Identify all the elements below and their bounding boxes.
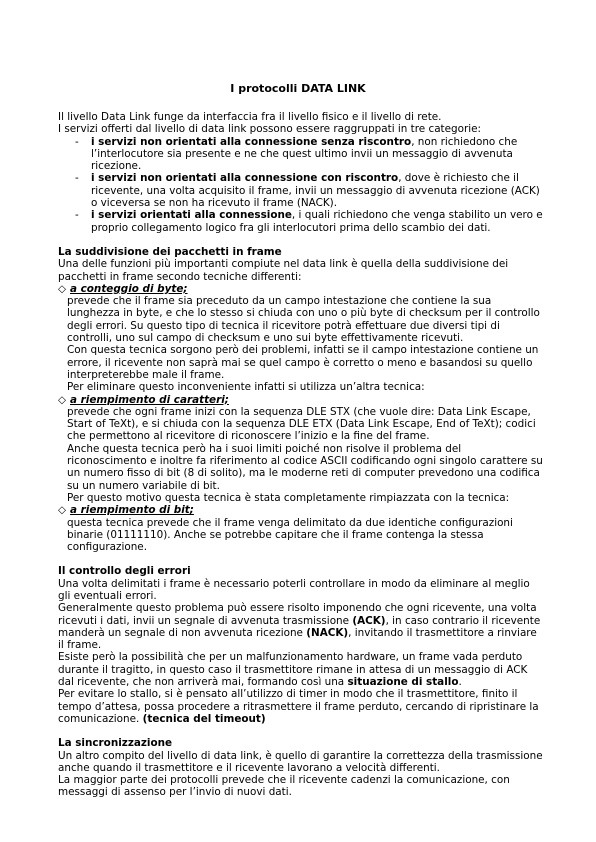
- document-body: [58, 111, 543, 799]
- technique-label: a riempimento di bit;: [70, 504, 194, 517]
- section-paragraph: [58, 688, 543, 725]
- technique-body: [58, 295, 543, 393]
- list-item-term: i servizi non orientati alla connessione con riscontro: [91, 172, 399, 185]
- text-run: , invitando il trasmettitore a rinviare il frame.: [58, 626, 537, 652]
- technique-label: a riempimento di caratteri;: [70, 393, 229, 406]
- section-paragraph: prevede che ogni frame inizi con la sequenza DLE STX (che vuole dire: Data Link Escape, Start of TeXt), e si chiuda con la sequenza DLE ETX (Data Link Escape, End of TeXt); codici che permettono al ricevitore di riconoscere l’inizio e la fine del frame.: [67, 405, 536, 443]
- stall-term: situazione di stallo: [347, 676, 459, 689]
- nack-term: (NACK): [306, 626, 349, 639]
- section-paragraph: Una volta delimitati i frame è necessario poterli controllare in modo da eliminare al meglio gli eventuali errori.: [58, 577, 530, 602]
- diamond-bullet-icon: ◇: [58, 282, 66, 295]
- technique-body: [58, 517, 543, 554]
- service-category-list: [58, 136, 543, 234]
- section-heading: La suddivisione dei pacchetti in frame: [58, 245, 282, 258]
- dash-bullet: -: [75, 135, 79, 148]
- text-run: Generalmente questo problema può essere risolto imponendo che ogni ricevente, una volta ricevuti i dati, invii un segnale di avvenuta trasmissione: [58, 602, 537, 627]
- timeout-term: (tecnica del timeout): [142, 712, 266, 725]
- dash-bullet: -: [75, 172, 79, 185]
- list-item: [58, 136, 543, 173]
- technique-heading: [58, 283, 543, 295]
- text-run: , in caso contrario il ricevente manderà un segnale di non avvenuta ricezione: [58, 614, 541, 639]
- text-run: .: [458, 676, 462, 689]
- section-paragraph: Per questo motivo questa tecnica è stata completamente rimpiazzata con la tecnica:: [67, 491, 510, 504]
- ack-term: (ACK): [352, 614, 386, 627]
- technique-body: [58, 406, 543, 504]
- text-run: Esiste però la possibilità che per un malfunzionamento hardware, un frame vada perduto durante il tragitto, in questo caso il trasmettitore rimane in attesa di un messaggio di ACK dal ricevente, che non arriverà mai, formando così una: [58, 651, 528, 689]
- diamond-bullet-icon: ◇: [58, 504, 66, 517]
- page-title: I protocolli DATA LINK: [230, 82, 366, 95]
- dash-bullet: -: [75, 209, 79, 222]
- section-paragraph: [58, 651, 543, 688]
- section-heading: La sincronizzazione: [58, 737, 173, 750]
- intro-paragraph: I servizi offerti dal livello di data link possono essere raggruppati in tre categorie:: [58, 123, 482, 136]
- section-paragraph: La maggior parte dei protocolli prevede che il ricevente cadenzi la comunicazione, con messaggi di assenso per l’invio di nuovi dati.: [58, 774, 510, 799]
- technique-heading: [58, 394, 543, 406]
- list-item: [58, 172, 543, 209]
- section-paragraph: prevede che il frame sia preceduto da un campo intestazione che contiene la sua lunghezza in byte, e che lo stesso si chiuda con uno o più byte di checksum per il controllo degli errori. Su questo tipo di tecnica il ricevitore potrà effettuare due diversi tipi di controlli, uno sul campo di checksum e uno sui byte effettivamente ricevuti.: [67, 295, 540, 345]
- list-item-text: , non richiedono che l’interlocutore sia presente e ne che quest ultimo invii un messaggio di avvenuta ricezione.: [91, 135, 518, 173]
- section-heading: Il controllo degli errori: [58, 565, 191, 578]
- list-item-text: , i quali richiedono che venga stabilito un vero e proprio collegamento logico fra gli interlocutori prima dello scambio dei dati.: [91, 209, 543, 234]
- section-paragraph: Un altro compito del livello di data link, è quello di garantire la correttezza della trasmissione anche quando il trasmettitore e il ricevente lavorano a velocità differenti.: [58, 749, 543, 774]
- section-paragraph: Per eliminare questo inconveniente infatti si utilizza un’altra tecnica:: [67, 381, 425, 394]
- section-paragraph: [58, 602, 543, 651]
- list-item-term: i servizi orientati alla connessione: [91, 209, 292, 222]
- section-paragraph: Una delle funzioni più importanti compiute nel data link è quella della suddivisione dei pacchetti in frame secondo tecniche differenti:: [58, 258, 509, 283]
- section-paragraph: questa tecnica prevede che il frame venga delimitato da due identiche configurazioni binarie (01111110). Anche se potrebbe capitare che il frame contenga la stessa configurazione.: [67, 516, 513, 554]
- list-item-text: , dove è richiesto che il ricevente, una volta acquisito il frame, invii un messaggio di avvenuta ricezione (ACK) o viceversa se non ha ricevuto il frame (NACK).: [91, 172, 540, 210]
- list-item-term: i servizi non orientati alla connessione senza riscontro: [91, 135, 412, 148]
- diamond-bullet-icon: ◇: [58, 393, 66, 406]
- intro-paragraph: Il livello Data Link funge da interfaccia fra il livello fisico e il livello di rete.: [58, 111, 442, 123]
- section-paragraph: Anche questa tecnica però ha i suoi limiti poiché non risolve il problema del riconoscimento e inoltre fa riferimento al codice ASCII codificando ogni singolo carattere su un numero fisso di bit (8 di solito), ma le moderne reti di computer prevedono una codifica su un numero variabile di bit.: [67, 442, 543, 492]
- list-item: [58, 209, 543, 234]
- text-run: Per evitare lo stallo, si è pensato all’utilizzo di timer in modo che il trasmettitore, finito il tempo d’attesa, possa procedere a ritrasmettere il frame perduto, cercando di ripristinare la comunicazione.: [58, 688, 539, 725]
- technique-heading: [58, 504, 543, 516]
- technique-label: a conteggio di byte;: [70, 282, 188, 295]
- section-paragraph: Con questa tecnica sorgono però dei problemi, infatti se il campo intestazione contiene un errore, il ricevente non saprà mai se quel campo è corretto o meno e basandosi su quello interpreterebbe male il frame.: [67, 344, 539, 381]
